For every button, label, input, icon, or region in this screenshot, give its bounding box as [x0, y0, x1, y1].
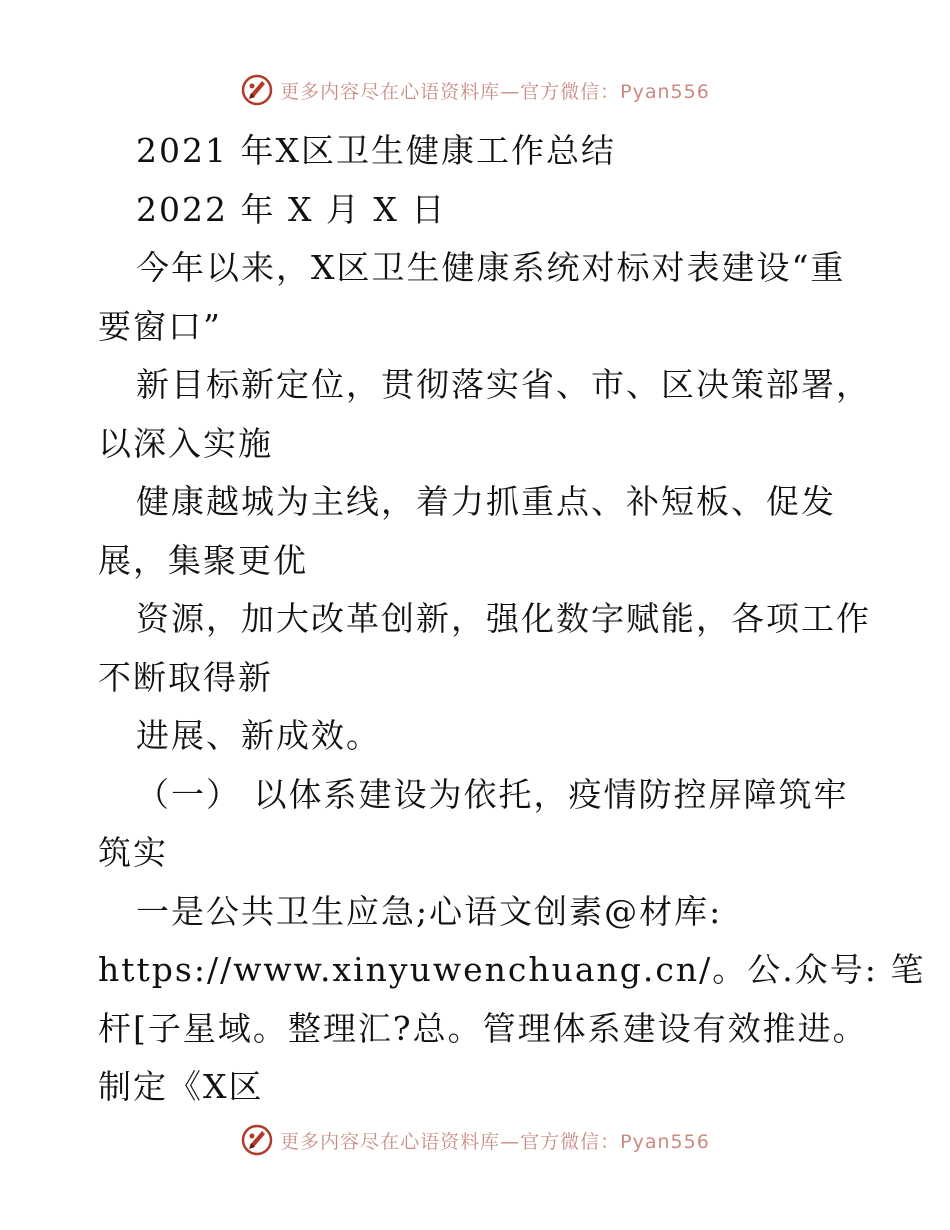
document-line: 以深入实施 [98, 423, 273, 463]
document-line: 今年以来，X区卫生健康系统对标对表建设“重 [136, 248, 846, 287]
document-body [98, 122, 926, 1117]
document-line: 2021 年X区卫生健康工作总结 [136, 131, 616, 170]
banner-text: 更多内容尽在心语资料库—官方微信：Pyan556 [280, 80, 710, 103]
document-line: 要窗口” [98, 306, 222, 346]
logo-icon [240, 1123, 274, 1157]
document-line: 不断取得新 [98, 657, 273, 697]
document-line: 2022 年 X 月 X 日 [136, 189, 447, 229]
document-line: 杆[子星域。整理汇?总。管理体系建设有效推进。 [98, 1008, 868, 1048]
document-line: （一） 以体系建设为依托，疫情防控屏障筑牢 [136, 774, 849, 814]
document-line: 一是公共卫生应急;心语文创素@材库: [136, 891, 723, 931]
document-line: 进展、新成效。 [136, 716, 381, 755]
logo-icon [240, 73, 274, 107]
document-line: 制定《X区 [98, 1067, 264, 1106]
document-line: 健康越城为主线，着力抓重点、补短板、促发 [136, 482, 836, 521]
banner-text: 更多内容尽在心语资料库—官方微信：Pyan556 [280, 1130, 710, 1153]
document-line: 资源，加大改革创新，强化数字赋能，各项工作 [136, 599, 871, 638]
document-line: 筑实 [98, 833, 168, 872]
footer-banner [0, 1120, 950, 1160]
document-line: https://www.xinyuwenchuang.cn/。公.众号: 笔 [98, 950, 926, 989]
document-line: 新目标新定位，贯彻落实省、市、区决策部署， [136, 365, 871, 404]
document-line: 展，集聚更优 [98, 540, 308, 580]
header-banner [0, 70, 950, 110]
